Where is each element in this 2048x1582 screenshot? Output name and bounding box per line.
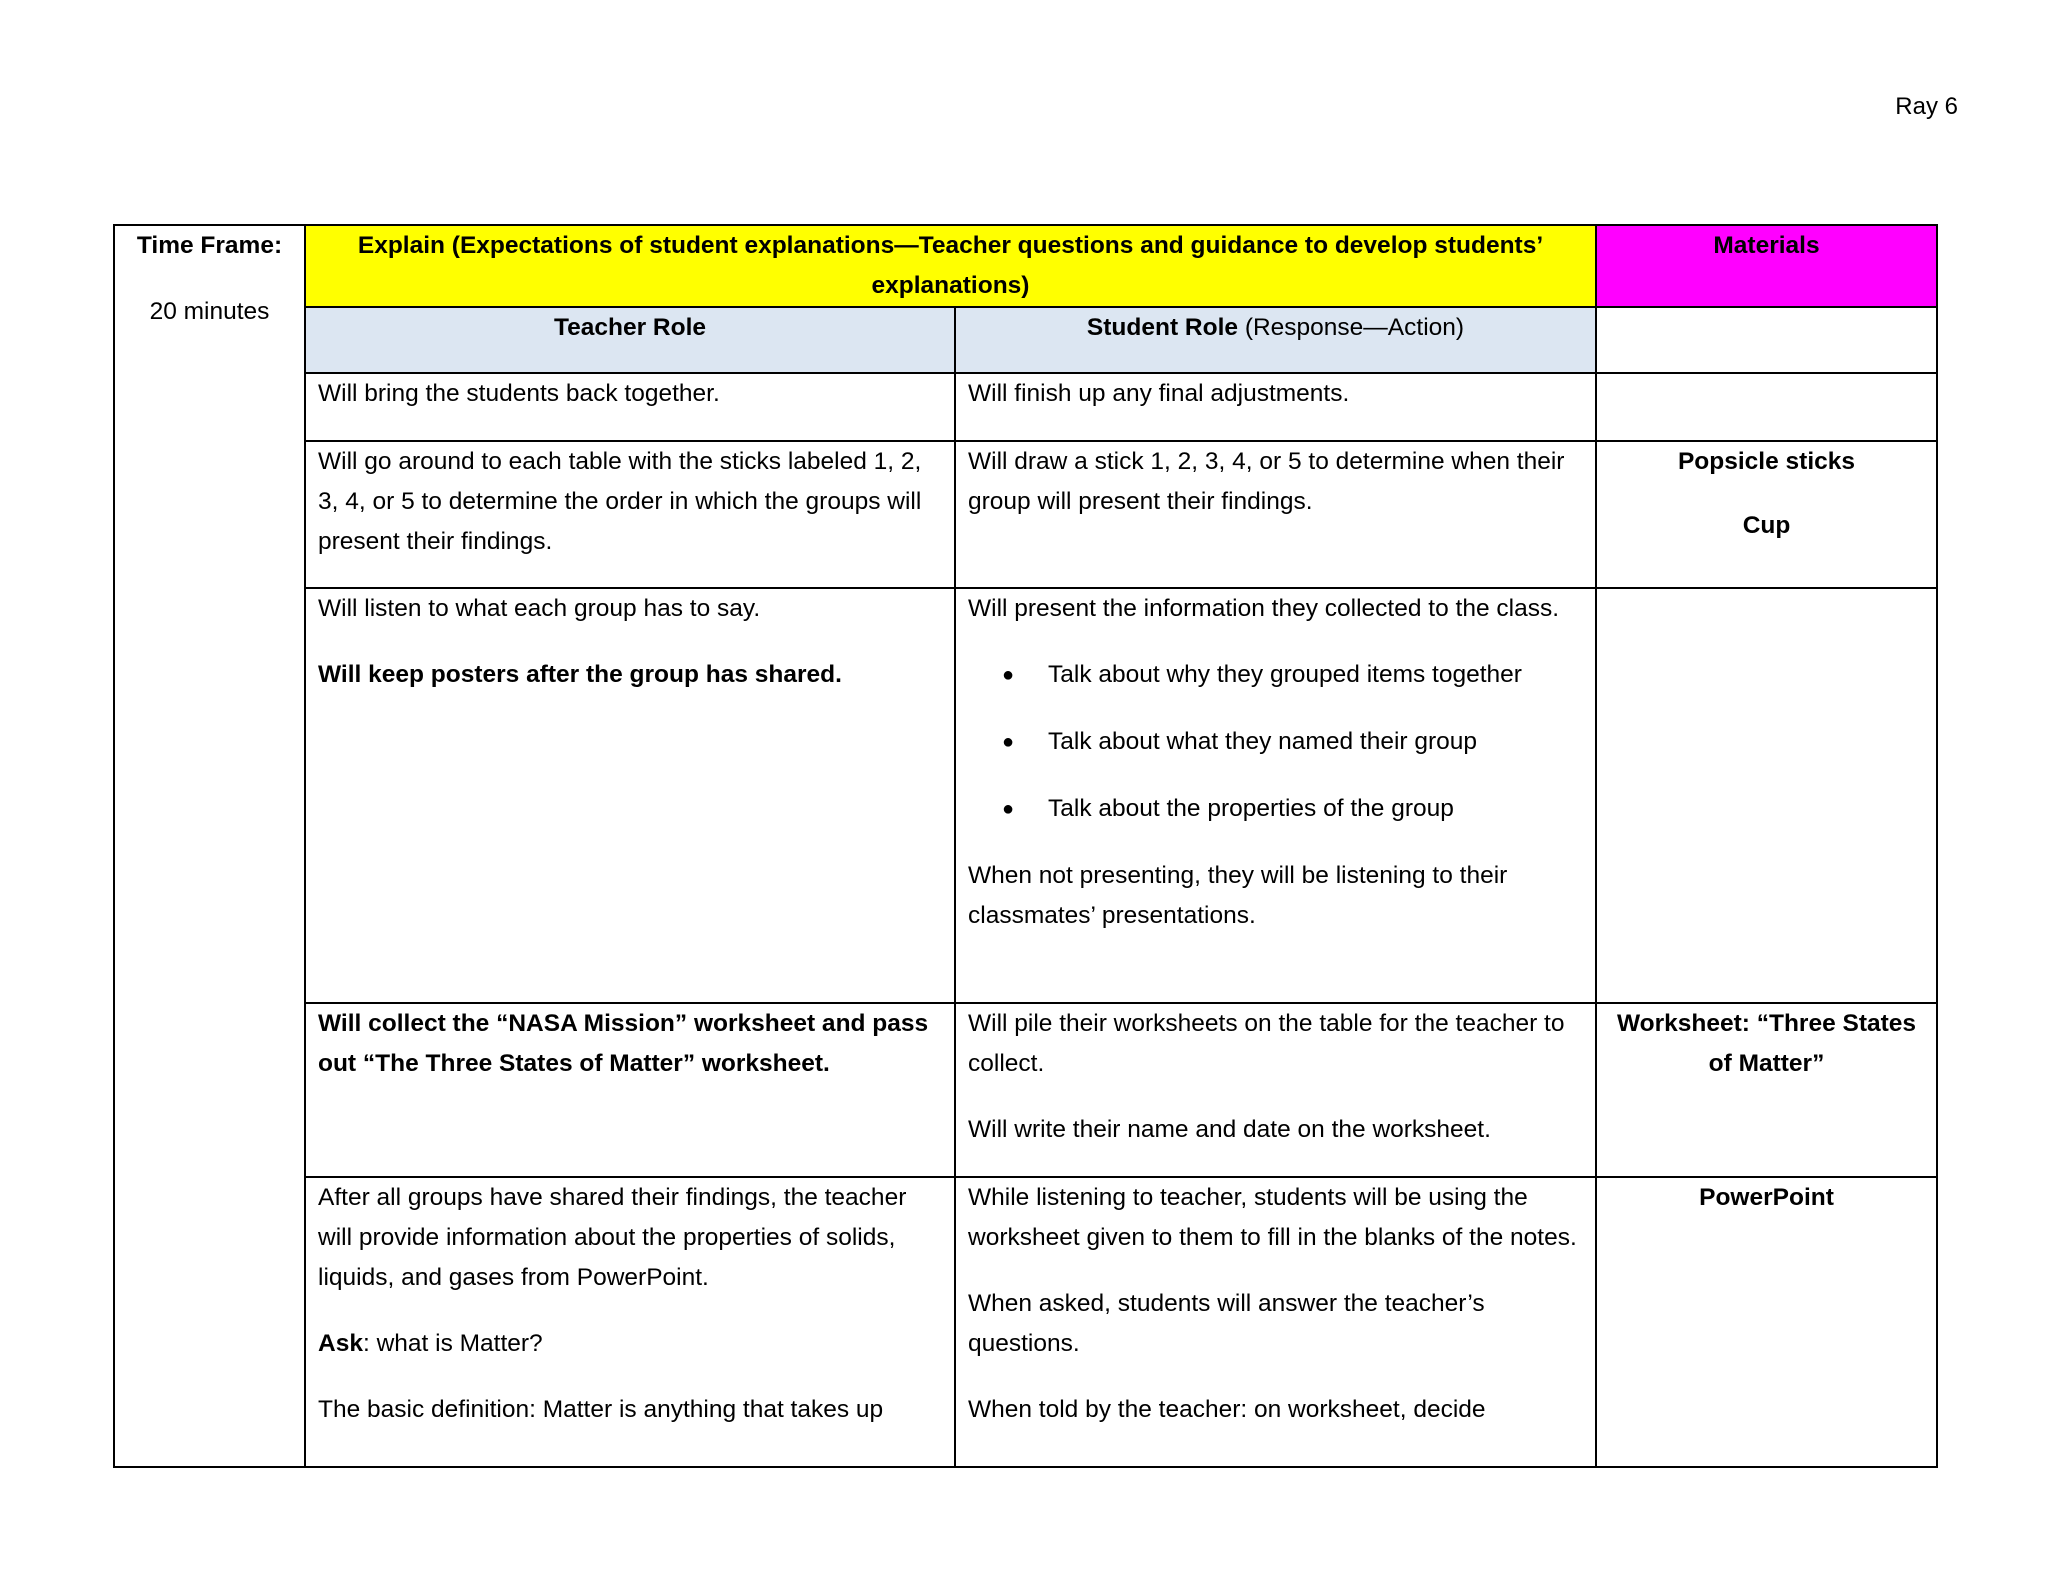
role-header-row [114, 307, 1937, 373]
student-cell [955, 588, 1596, 1003]
bullet-icon: ● [1002, 798, 1015, 820]
student-cell [955, 441, 1596, 588]
bullet-text: Talk about what they named their group [1048, 728, 1478, 755]
student-text: Will draw a stick 1, 2, 3, 4, or 5 to determine when their group will present their findings. [968, 448, 1565, 515]
bullet-icon: ● [1002, 731, 1015, 753]
student-text: When asked, students will answer the teacher’s questions. [968, 1290, 1485, 1357]
student-text: When told by the teacher: on worksheet, decide [968, 1396, 1486, 1423]
student-cell [955, 1177, 1596, 1467]
materials-header: Materials [1596, 225, 1937, 307]
table-row [114, 588, 1937, 1003]
table-row [114, 373, 1937, 441]
teacher-ask [318, 1324, 942, 1364]
teacher-cell [305, 373, 955, 441]
material-item: Cup [1742, 512, 1791, 539]
lesson-plan-table [113, 224, 1938, 1468]
bullet-icon: ● [1002, 664, 1015, 686]
bullet-text: Talk about the properties of the group [1048, 795, 1454, 822]
materials-cell [1596, 588, 1937, 1003]
time-frame-value: 20 minutes [149, 298, 270, 325]
materials-cell [1596, 441, 1937, 588]
student-cell [955, 1003, 1596, 1177]
teacher-cell [305, 1003, 955, 1177]
teacher-text: After all groups have shared their findings, the teacher will provide information about the properties of solids, liquids, and gases from PowerPoint. [318, 1184, 907, 1291]
material-item: PowerPoint [1699, 1184, 1834, 1211]
page-header: Ray 6 [1895, 93, 1958, 120]
teacher-role-label: Teacher Role [553, 314, 707, 341]
table-row [114, 1003, 1937, 1177]
materials-cell [1596, 1003, 1937, 1177]
material-item: Popsicle sticks [1677, 448, 1856, 475]
teacher-cell [305, 441, 955, 588]
teacher-text: Will listen to what each group has to say. [318, 595, 761, 622]
material-item: Worksheet: “Three States of Matter” [1616, 1010, 1917, 1077]
table-row [114, 441, 1937, 588]
teacher-text-bold: Will collect the “NASA Mission” worksheet and pass out “The Three States of Matter” worksheet. [318, 1010, 929, 1077]
list-item [1002, 789, 1583, 829]
bullet-text: Talk about why they grouped items together [1048, 661, 1522, 688]
student-text: Will present the information they collected to the class. [968, 595, 1560, 622]
materials-cell [1596, 373, 1937, 441]
teacher-cell [305, 1177, 955, 1467]
student-role-sublabel: (Response—Action) [1238, 314, 1465, 341]
student-bullet-list [968, 655, 1583, 829]
teacher-text: The basic definition: Matter is anything that takes up [318, 1396, 884, 1423]
materials-cell [1596, 1177, 1937, 1467]
student-text: While listening to teacher, students will be using the worksheet given to them to fill in the blanks of the notes. [968, 1184, 1577, 1251]
time-frame-cell [114, 225, 305, 1467]
student-role-label: Student Role [1086, 314, 1239, 341]
time-frame-label: Time Frame: [136, 232, 283, 259]
student-text: Will finish up any final adjustments. [968, 380, 1350, 407]
ask-text: : what is Matter? [362, 1330, 543, 1357]
teacher-text: Will go around to each table with the sticks labeled 1, 2, 3, 4, or 5 to determine the order in which the groups will present their findings. [318, 448, 922, 555]
student-cell [955, 373, 1596, 441]
list-item [1002, 722, 1583, 762]
teacher-cell [305, 588, 955, 1003]
student-text: Will pile their worksheets on the table for the teacher to collect. [968, 1010, 1565, 1077]
explain-header-row [114, 225, 1937, 307]
table-row [114, 1177, 1937, 1467]
teacher-text: Will bring the students back together. [318, 380, 720, 407]
list-item [1002, 655, 1583, 695]
teacher-role-header [305, 307, 955, 373]
explain-title: Explain (Expectations of student explanations—Teacher questions and guidance to develop students’ explanations) [305, 225, 1596, 307]
ask-label: Ask [318, 1330, 363, 1357]
student-text: Will write their name and date on the worksheet. [968, 1116, 1491, 1143]
student-role-header [955, 307, 1596, 373]
student-text: When not presenting, they will be listening to their classmates’ presentations. [968, 862, 1508, 929]
teacher-text-bold: Will keep posters after the group has shared. [318, 661, 842, 688]
materials-empty-cell [1596, 307, 1937, 373]
